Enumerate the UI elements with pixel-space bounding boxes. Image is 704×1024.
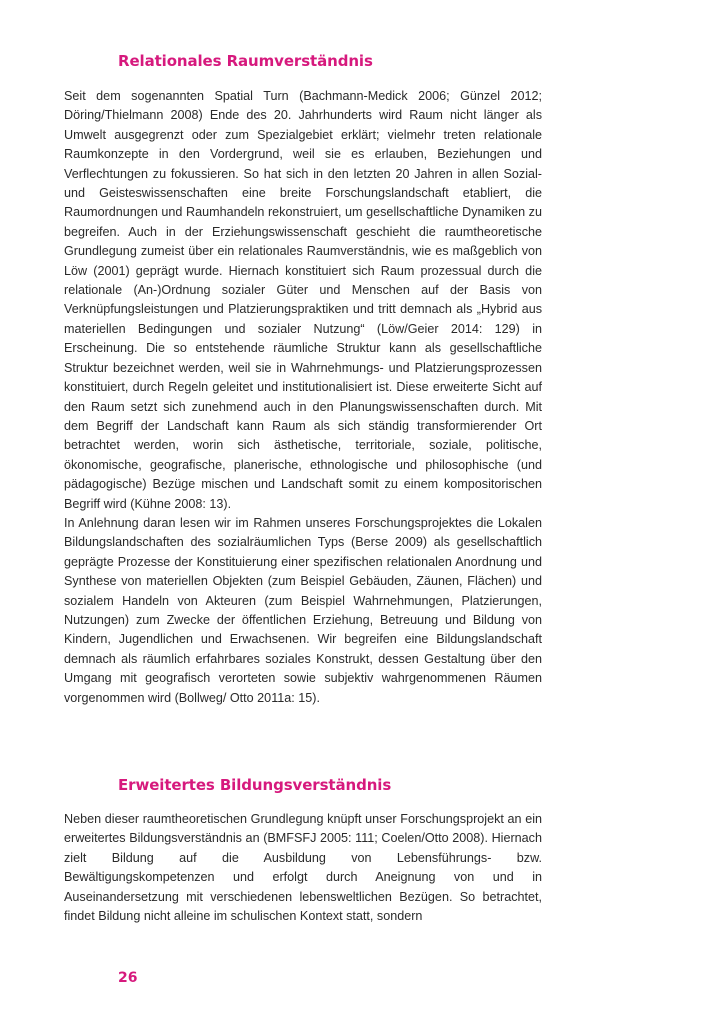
section-body-relational-space bbox=[64, 87, 542, 708]
section-heading-extended-education: Erweitertes Bildungsverständnis bbox=[118, 776, 392, 794]
section-body-extended-education bbox=[64, 810, 542, 926]
page-number: 26 bbox=[118, 970, 138, 986]
section-heading-relational-space: Relationales Raumverständnis bbox=[118, 52, 373, 70]
paragraph: Neben dieser raumtheoretischen Grundlegung knüpft unser Forschungsprojekt an ein erweitertes Bildungsverständnis an (BMFSFJ 2005: 111; Coelen/Otto 2008). Hiernach zielt Bildung auf die Ausbildung von Lebensführungs- bzw. Bewältigungskompetenzen und erfolgt durch Aneignung von und in Auseinandersetzung mit verschiedenen lebensweltlichen Bezügen. So betrachtet, findet Bildung nicht alleine im schulischen Kontext statt, sondern bbox=[64, 812, 542, 924]
paragraph: Seit dem sogenannten Spatial Turn (Bachmann-Medick 2006; Günzel 2012; Döring/Thielmann 2008) Ende des 20. Jahrhunderts wird Raum nicht länger als Umwelt ausgegrenzt oder zum Spezialgebiet erklärt; vielmehr treten relationale Raumkonzepte in den Vordergrund, weil sie es erlauben, Beziehungen und Verflechtungen zu fokussieren. So hat sich in den letzten 20 Jahren in allen Sozial- und Geisteswissenschaften eine breite Forschungslandschaft etabliert, die Raumordnungen und Raumhandeln rekonstruiert, um gesellschaftliche Dynamiken zu begreifen. Auch in der Erziehungswissenschaft geschieht die raumtheoretische Grundlegung zumeist über ein relationales Raumverständnis, wie es maßgeblich von Löw (2001) geprägt wurde. Hiernach konstituiert sich Raum prozessual durch die relationale (An-)Ordnung sozialer Güter und Menschen auf der Basis von Verknüpfungsleistungen und Platzierungspraktiken und tritt demnach als „Hybrid aus materiellen Bedingungen und sozialer Nutzung“ (Löw/Geier 2014: 129) in Erscheinung. Die so entstehende räumliche Struktur kann als gesellschaftliche Struktur bezeichnet werden, weil sie in Wahrnehmungs- und Platzierungsprozessen konstituiert, durch Regeln geleitet und institutionalisiert ist. Diese erweiterte Sicht auf den Raum setzt sich zunehmend auch in den Planungswissenschaften durch. Mit dem Begriff der Landschaft kann Raum als sich ständig transformierender Ort betrachtet werden, worin sich ästhetische, territoriale, soziale, politische, ökonomische, geografische, planerische, ethnologische und philosophische (und pädagogische) Bezüge mischen und Landschaft somit zu einem kompositorischen Begriff wird (Kühne 2008: 13). bbox=[64, 89, 542, 511]
paragraph: In Anlehnung daran lesen wir im Rahmen unseres Forschungsprojektes die Lokalen Bildungslandschaften des sozialräumlichen Typs (Berse 2009) als gesellschaftlich geprägte Prozesse der Konstituierung einer spezifischen relationalen Anordnung und Synthese von materiellen Objekten (zum Beispiel Gebäuden, Zäunen, Flächen) und sozialem Handeln von Akteuren (zum Beispiel Wahrnehmungen, Platzierungen, Nutzungen) zum Zwecke der öffentlichen Erziehung, Betreuung und Bildung von Kindern, Jugendlichen und Erwachsenen. Wir begreifen eine Bildungslandschaft demnach als räumlich erfahrbares soziales Konstrukt, dessen Gestaltung über den Umgang mit geografisch verorteten sowie subjektiv wahrgenommenen Räumen vorgenommen wird (Bollweg/ Otto 2011a: 15). bbox=[64, 515, 542, 705]
